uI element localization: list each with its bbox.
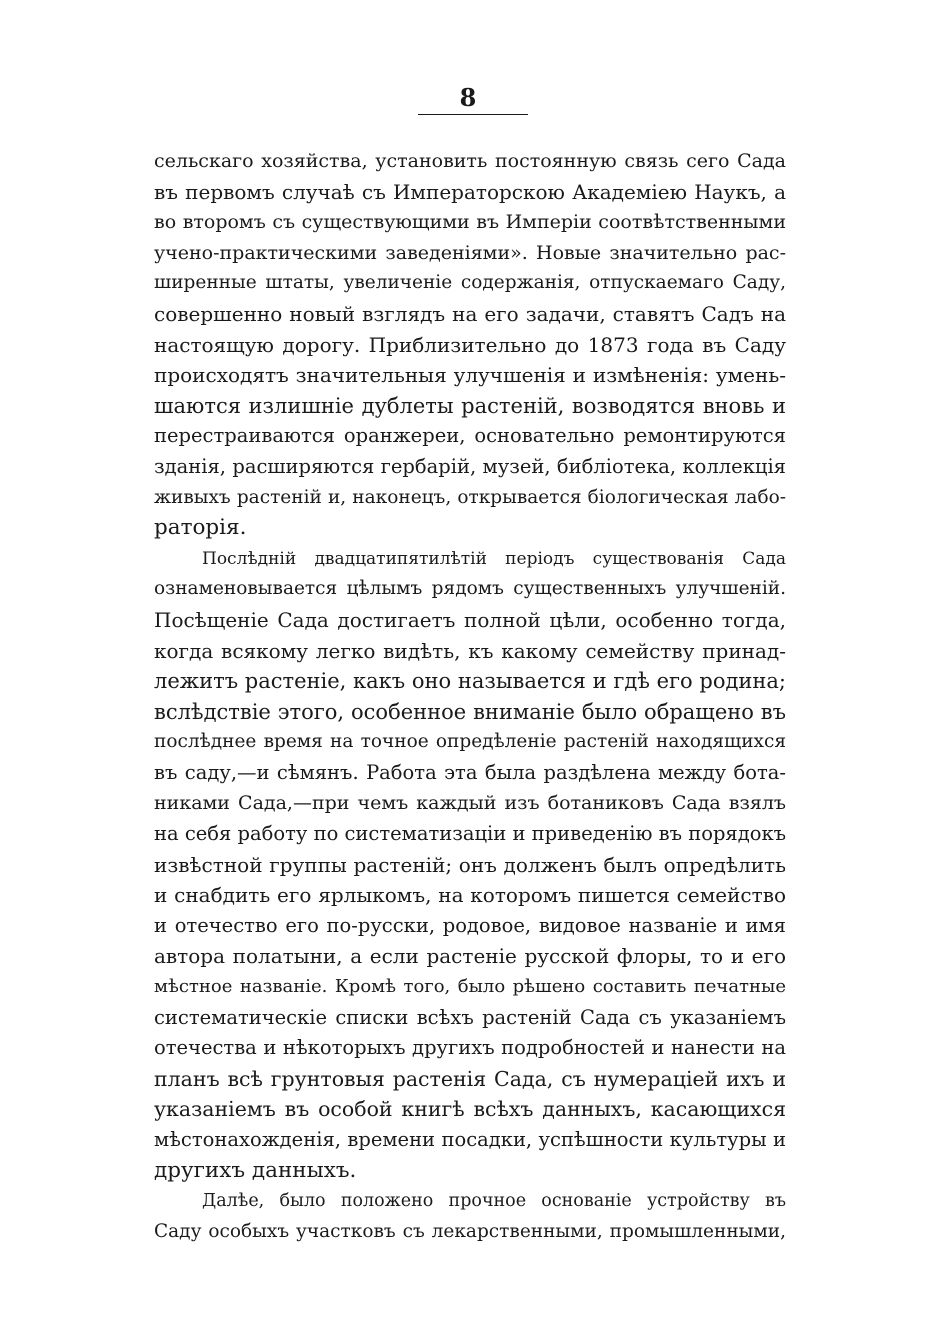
text-line: въ первомъ случаѣ съ Императорскою Академіею Наукъ, а bbox=[154, 179, 786, 204]
text-line: сельскаго хозяйства, установить постоянную связь сего Сада bbox=[154, 150, 786, 172]
text-line: автора полатыни, а если растеніе русской флоры, то и его bbox=[154, 944, 786, 969]
text-line: отечества и нѣкоторыхъ другихъ подробностей и нанести на bbox=[154, 1036, 786, 1060]
text-line: лежитъ растеніе, какъ оно называется и гдѣ его родина; bbox=[154, 669, 786, 694]
text-line: шаются излишніе дублеты растеній, возводятся вновь и bbox=[154, 393, 786, 418]
text-line: указаніемъ въ особой книгѣ всѣхъ данныхъ, касающихся bbox=[154, 1097, 786, 1122]
text-line: и снабдить его ярлыкомъ, на которомъ пишется семейство bbox=[154, 883, 786, 908]
text-line: перестраиваются оранжереи, основательно ремонтируются bbox=[154, 424, 786, 448]
text-line: настоящую дорогу. Приблизительно до 1873 года въ Саду bbox=[154, 332, 786, 357]
text-line: живыхъ растеній и, наконецъ, открывается біологическая лабо- bbox=[154, 486, 786, 508]
text-line: ознаменовывается цѣлымъ рядомъ существенныхъ улучшеній. bbox=[154, 578, 786, 600]
text-line: никами Сада,—при чемъ каждый изъ ботаниковъ Сада взялъ bbox=[154, 792, 786, 815]
text-line: систематическіе списки всѣхъ растеній Сада съ указаніемъ bbox=[154, 1005, 786, 1029]
text-line: учено-практическими заведеніями». Новые значительно рас- bbox=[154, 241, 786, 264]
text-line: въ саду,—и сѣмянъ. Работа эта была раздѣлена между бота- bbox=[154, 760, 786, 784]
text-line: Саду особыхъ участковъ съ лекарственными, промышленными, bbox=[154, 1220, 786, 1242]
text-line: и отечество его по-русски, родовое, видовое названіе и имя bbox=[154, 913, 786, 937]
text-line: послѣднее время на точное опредѣленіе растеній находящихся bbox=[154, 731, 786, 753]
text-line: раторія. bbox=[154, 515, 247, 541]
text-line: Послѣдній двадцатипятилѣтій періодъ существованія Сада bbox=[202, 548, 786, 569]
text-line: когда всякому легко видѣть, къ какому семейству принад- bbox=[154, 638, 786, 663]
page-number: 8 bbox=[459, 83, 477, 112]
text-line: зданія, расширяются гербарій, музей, библіотека, коллекція bbox=[154, 454, 786, 478]
text-line: мѣстонахожденія, времени посадки, успѣшности культуры и bbox=[154, 1128, 786, 1151]
text-line: на себя работу по систематизаціи и приведенію въ порядокъ bbox=[154, 822, 786, 846]
text-line: Далѣе, было положено прочное основаніе устройству въ bbox=[202, 1191, 786, 1212]
text-line: другихъ данныхъ. bbox=[154, 1157, 357, 1183]
body-text bbox=[154, 146, 786, 1247]
text-line: вслѣдствіе этого, особенное вниманіе было обращено въ bbox=[154, 699, 786, 724]
text-line: Посѣщеніе Сада достигаетъ полной цѣли, особенно тогда, bbox=[154, 607, 786, 632]
page-number-rule bbox=[418, 114, 528, 115]
text-line: совершенно новый взглядъ на его задачи, ставятъ Садъ на bbox=[154, 301, 786, 326]
text-line: мѣстное названіе. Кромѣ того, было рѣшено составить печатные bbox=[154, 976, 786, 998]
text-line: извѣстной группы растеній; онъ долженъ былъ опредѣлить bbox=[154, 852, 786, 877]
text-line: ширенные штаты, увеличеніе содержанія, отпускаемаго Саду, bbox=[154, 272, 786, 294]
text-line: во второмъ съ существующими въ Имперіи соотвѣтственными bbox=[154, 211, 786, 234]
text-line: планъ всѣ грунтовыя растенія Сада, съ нумераціей ихъ и bbox=[154, 1066, 786, 1091]
text-line: происходятъ значительныя улучшенія и измѣненія: умень- bbox=[154, 363, 786, 388]
